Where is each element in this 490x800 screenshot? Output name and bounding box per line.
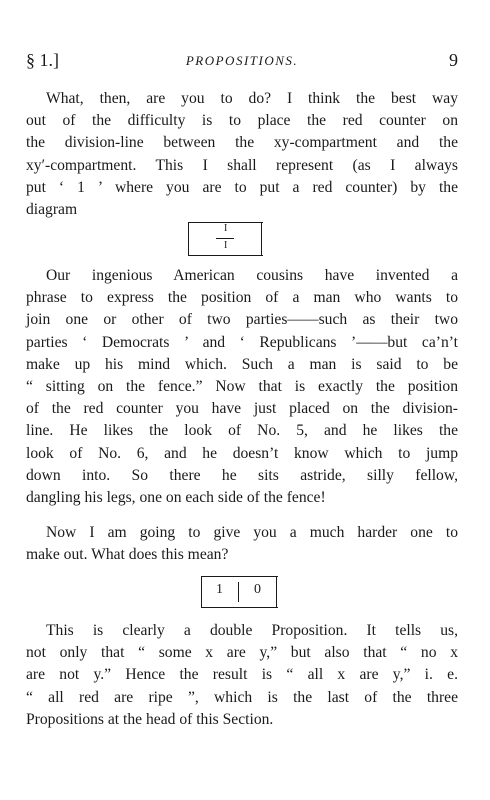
page-number: 9 — [449, 50, 458, 70]
text-line: join one or other of two parties——such as their two — [26, 311, 458, 329]
text-line: out of the difficulty is to place the red counter on — [26, 112, 458, 130]
section-marker: § 1.] — [26, 50, 59, 70]
paragraph-3 — [26, 522, 458, 566]
text-line: “ all red are ripe ”, which is the last of the three — [26, 688, 458, 706]
text-line: diagram — [26, 201, 78, 219]
text-line: Our ingenious American cousins have invented a — [46, 267, 458, 284]
text-line: make up his mind which. Such a man is said to be — [26, 355, 458, 373]
division-line — [216, 238, 234, 239]
text-line: phrase to express the position of a man who wants to — [26, 289, 458, 307]
text-line: the division-line between the xy-compartment and the — [26, 134, 458, 152]
paragraph-1 — [26, 88, 458, 221]
text-line: line. He likes the look of No. 5, and he likes the — [26, 422, 458, 440]
text-line: Now I am going to give you a much harder one to — [46, 524, 458, 541]
text-line: are not y.” Hence the result is “ all x are y,” i. e. — [26, 666, 458, 684]
text-line: xy′-compartment. This I shall represent (as I always — [26, 156, 458, 174]
text-line: not only that “ some x are y,” but also that “ no x — [26, 644, 458, 662]
counter-mark-top: I — [224, 223, 228, 234]
division-line-diagram — [188, 222, 262, 256]
counter-mark-bottom: I — [224, 240, 228, 251]
text-line: make out. What does this mean? — [26, 546, 229, 564]
text-line: Propositions at the head of this Section. — [26, 710, 274, 728]
text-line: parties ‘ Democrats ’ and ‘ Republicans ’——but ca’n’t — [26, 333, 458, 351]
text-line: of the red counter you have just placed on the division- — [26, 400, 458, 418]
text-line: dangling his legs, one on each side of the fence! — [26, 489, 326, 507]
paragraph-2 — [26, 265, 458, 509]
paragraph-4 — [26, 620, 458, 731]
running-title: PROPOSITIONS. — [185, 53, 299, 68]
cell-value-right: 0 — [254, 582, 261, 597]
text-line: “ sitting on the fence.” Now that is exactly the position — [26, 378, 458, 396]
text-line: put ‘ 1 ’ where you are to put a red counter) by the — [26, 178, 458, 196]
text-line: look of No. 6, and he doesn’t know which to jump — [26, 444, 458, 462]
running-header — [26, 50, 458, 74]
cell-value-left: 1 — [216, 582, 223, 597]
text-line: What, then, are you to do? I think the best way — [46, 90, 458, 107]
text-line: This is clearly a double Proposition. It tells us, — [46, 622, 458, 639]
double-proposition-diagram — [201, 576, 277, 608]
cell-divider — [238, 582, 239, 602]
text-line: down into. So there he sits astride, silly fellow, — [26, 466, 458, 484]
